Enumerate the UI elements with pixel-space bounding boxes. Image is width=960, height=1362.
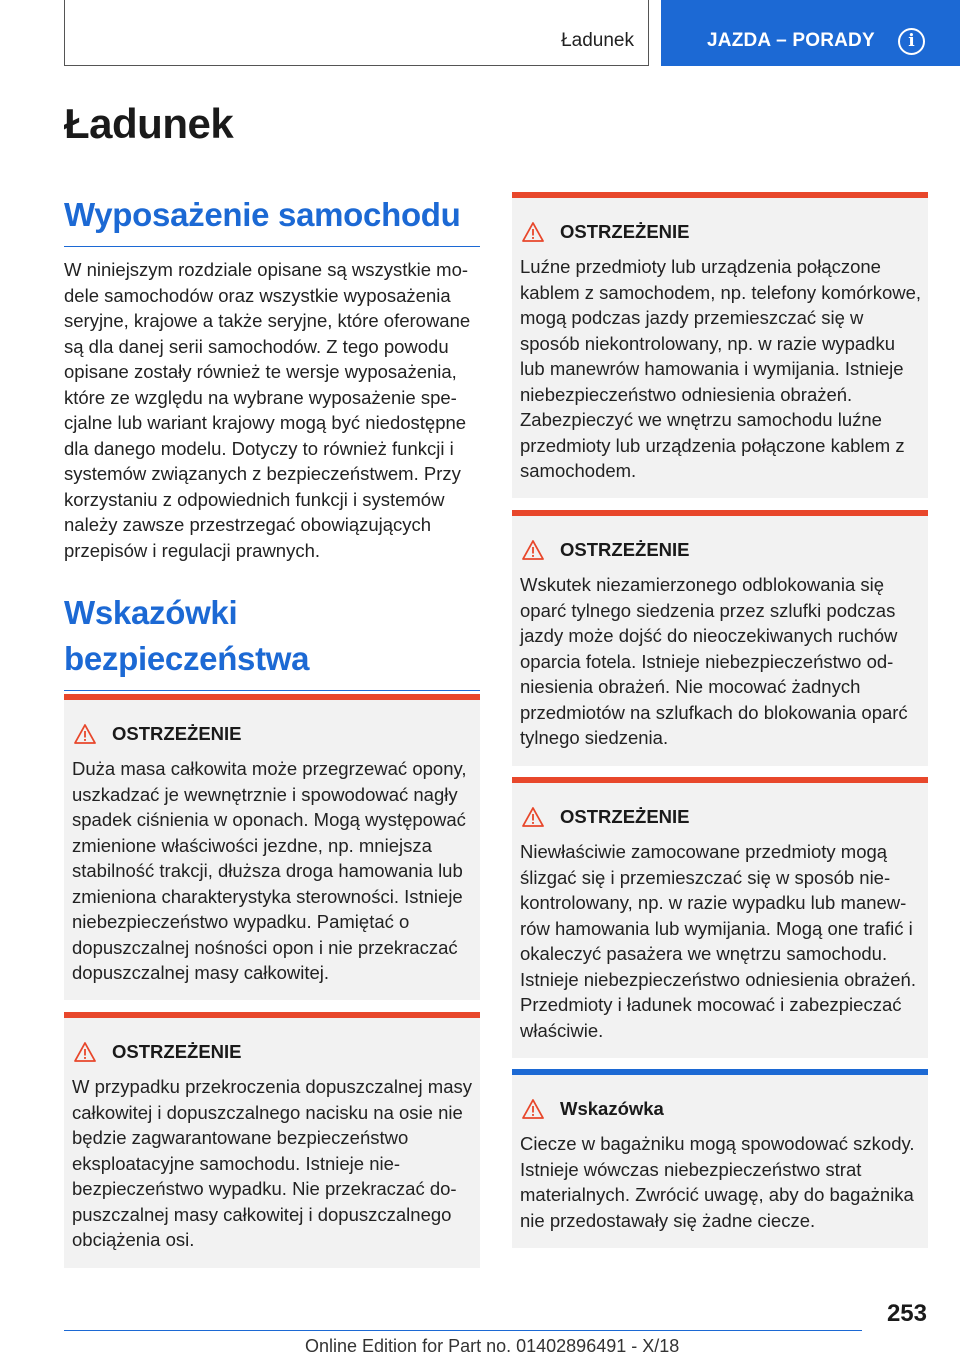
info-circle-icon[interactable]: i xyxy=(898,28,925,55)
warning-triangle-icon xyxy=(522,222,544,242)
warning-triangle-icon xyxy=(74,724,96,744)
warning-triangle-icon xyxy=(522,540,544,560)
warning-box xyxy=(512,192,928,498)
warning-box xyxy=(64,694,480,1000)
warning-triangle-icon xyxy=(522,1099,544,1119)
warning-text: W przypadku przekroczenia dopuszczalnej masy całkowitej i dopuszczalnego nacisku na osie nie będzie zagwarantowane bezpieczeństwo eksploatacyjne samochodu. Istnieje niebezpieczeństwo wypadku. Nie przekraczać dopuszczalnej masy całkowitej i dopuszczalnego obciążenia osi. xyxy=(72,1076,472,1250)
section-heading-safety: Wskazówki bezpieczeństwa xyxy=(64,590,480,691)
warning-label: OSTRZEŻENIE xyxy=(112,723,242,744)
warning-box xyxy=(64,1012,480,1268)
warning-text: Duża masa całkowita może przegrzewać opony, uszkadzać je wewnętrznie i spowodować nagły spadek ciśnienia w oponach. Mogą występować zmienione właściwości jezdne, np. mniejsza stabilność trakcji, dłuższa droga hamowania lub zmieniona charakterystyka sterowności. Istnieje niebezpieczeństwo wypadku. Pamiętać o dopuszczalnej nośności opon i nie przekraczać dopuszczalnej masy całkowitej. xyxy=(72,758,467,983)
header-section-label: Ładunek xyxy=(561,30,634,51)
footer-divider xyxy=(64,1330,862,1331)
warning-label: OSTRZEŻENIE xyxy=(560,806,690,827)
warning-label: OSTRZEŻENIE xyxy=(560,221,690,242)
page-number: 253 xyxy=(886,1300,927,1327)
intro-paragraph: W niniejszym rozdziale opisane są wszystkie modele samochodów oraz wszystkie wyposażenia seryjne, krajowe a także seryjne, które oferowane są dla danej serii samochodów. Z tego powodu opisane zostały również te wersje wyposażenia, które ze względu na wybrane wyposażenie specjalne lub wariant krajowy mogą być niedostępne dla danego modelu. Dotyczy to również funkcji i systemów związanych z bezpieczeństwem. Przy korzystaniu z odpowiednich funkcji i systemów należy zawsze przestrzegać obowiązujących przepisów i regulacji prawnych. xyxy=(64,259,471,561)
warning-text: Wskutek niezamierzonego odblokowania się oparć tylnego siedzenia przez szlufki podczas jazdy może dojść do nieoczekiwanych ruchów oparcia fotela. Istnieje niebezpieczeństwo odniesienia obrażeń. Nie mocować żadnych przedmiotów na szlufkach do blokowania oparć tylnego siedzenia. xyxy=(520,574,908,748)
note-text: Ciecze w bagażniku mogą spowodować szkody. Istnieje wówczas niebezpieczeństwo strat materialnych. Zwrócić uwagę, aby do bagażnika nie przedostawały się żadne ciecze. xyxy=(520,1133,915,1231)
note-label: Wskazówka xyxy=(560,1098,664,1119)
note-box xyxy=(512,1069,928,1248)
header-section-tab xyxy=(64,0,649,66)
footer-edition: Online Edition for Part no. 01402896491 - X/18 xyxy=(305,1336,680,1356)
warning-label: OSTRZEŻENIE xyxy=(560,539,690,560)
warning-label: OSTRZEŻENIE xyxy=(112,1041,242,1062)
warning-triangle-icon xyxy=(74,1042,96,1062)
warning-triangle-icon xyxy=(522,807,544,827)
warning-text: Niewłaściwie zamocowane przedmioty mogą ślizgać się i przemieszczać się w sposób niekontrolowany, np. w razie wypadku lub manewrów hamowania lub wymijania. Mogą one trafić i okaleczyć pasażera we wnętrzu samochodu. Istnieje niebezpieczeństwo odniesienia obrażeń. Przedmioty i ładunek mocować i zabezpieczać właściwie. xyxy=(520,841,916,1041)
page-title: Ładunek xyxy=(64,100,234,147)
warning-box xyxy=(512,777,928,1058)
header-chapter-tab[interactable] xyxy=(661,0,960,66)
warning-text: Luźne przedmioty lub urządzenia połączone kablem z samochodem, np. telefony komórkowe, mogą podczas jazdy przemieszczać się w sposób niekontrolowany, np. w razie wypadku lub manewrów hamowania i wymijania. Istnieje niebezpieczeństwo odniesienia obrażeń. Zabezpieczyć we wnętrzu samochodu luźne przedmioty lub urządzenia połączone kablem z samochodem. xyxy=(520,256,922,481)
header-chapter-label: JAZDA – PORADY xyxy=(707,30,875,51)
section-heading-equipment: Wyposażenie samochodu xyxy=(64,192,480,247)
warning-box xyxy=(512,510,928,766)
